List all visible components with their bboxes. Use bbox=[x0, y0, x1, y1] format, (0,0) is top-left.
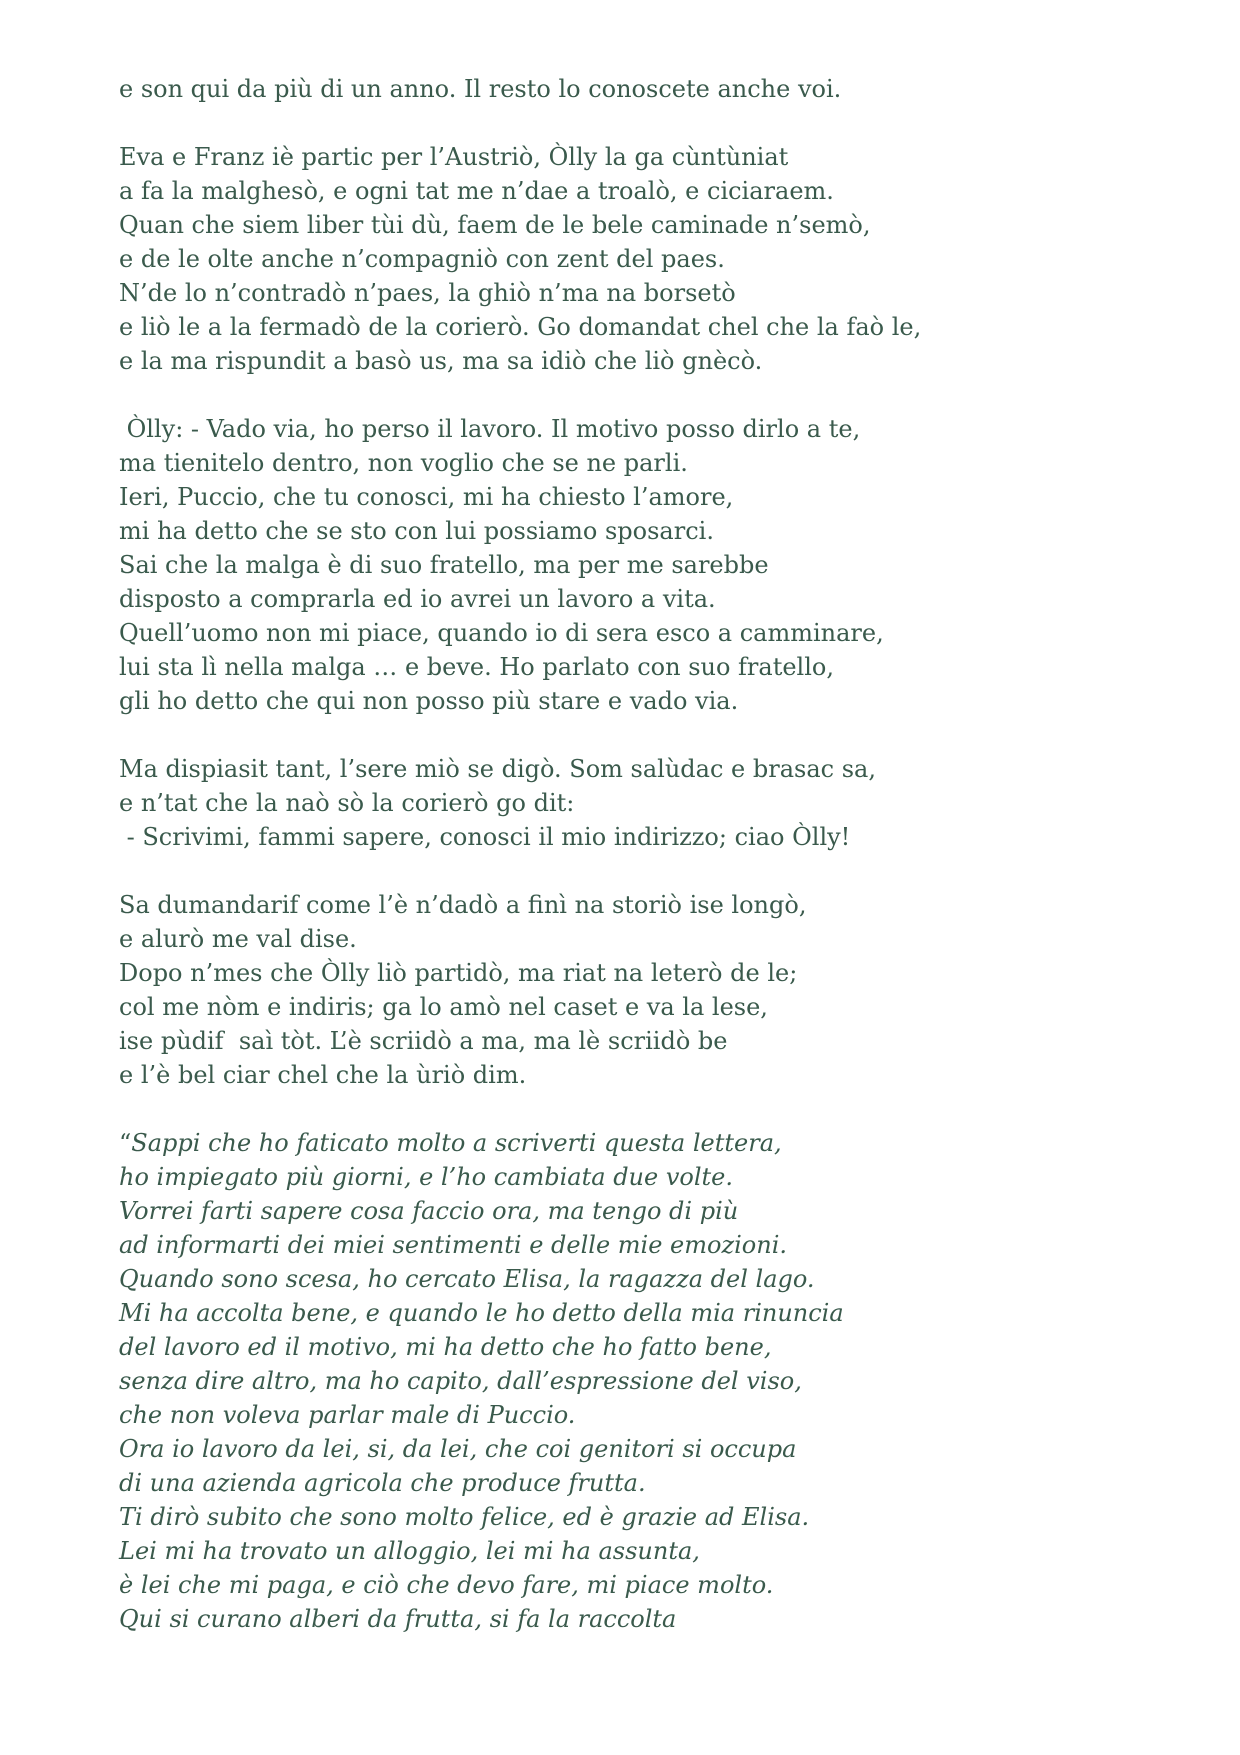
letter-quote bbox=[119, 1126, 1199, 1636]
text-line: Sa dumandarif come l’è n’dadò a finì na storiò ise longò, bbox=[119, 891, 807, 919]
stanza-3-dialogue bbox=[119, 412, 1199, 718]
letter-first-line bbox=[119, 1126, 1199, 1160]
letter-line: Vorrei farti sapere cosa faccio ora, ma tengo di più bbox=[119, 1197, 739, 1225]
text-line: lui sta lì nella malga … e beve. Ho parlato con suo fratello, bbox=[119, 653, 834, 681]
stanza-2 bbox=[119, 140, 1199, 378]
letter-line: ho impiegato più giorni, e l’ho cambiata due volte. bbox=[119, 1163, 734, 1191]
text-line: e n’tat che la naò sò la corierò go dit: bbox=[119, 789, 575, 817]
text-line: Òlly: - Vado via, ho perso il lavoro. Il motivo posso dirlo a te, bbox=[119, 415, 861, 443]
letter-line: del lavoro ed il motivo, mi ha detto che ho fatto bene, bbox=[119, 1333, 772, 1361]
text-line: ise pùdif saì tòt. L’è scriidò a ma, ma lè scriidò be bbox=[119, 1027, 728, 1055]
text-line: N’de lo n’contradò n’paes, la ghiò n’ma na borsetò bbox=[119, 279, 736, 307]
text-line: e l’è bel ciar chel che la ùriò dim. bbox=[119, 1061, 527, 1089]
stanza-4 bbox=[119, 752, 1199, 854]
text-line: e liò le a la fermadò de la corierò. Go domandat chel che la faò le, bbox=[119, 313, 922, 341]
text-line: e la ma rispundit a basò us, ma sa idiò che liò gnècò. bbox=[119, 347, 763, 375]
letter-line: ad informarti dei miei sentimenti e delle mie emozioni. bbox=[119, 1231, 787, 1259]
stanza-5 bbox=[119, 888, 1199, 1092]
document-body bbox=[119, 72, 1199, 1670]
letter-line: che non voleva parlar male di Puccio. bbox=[119, 1401, 576, 1429]
text-line: ma tienitelo dentro, non voglio che se ne parli. bbox=[119, 449, 688, 477]
text-line: a fa la malghesò, e ogni tat me n’dae a troalò, e ciciaraem. bbox=[119, 177, 834, 205]
text-line: e son qui da più di un anno. Il resto lo conoscete anche voi. bbox=[119, 75, 842, 103]
letter-line: Mi ha accolta bene, e quando le ho detto della mia rinuncia bbox=[119, 1299, 844, 1327]
text-line: col me nòm e indiris; ga lo amò nel caset e va la lese, bbox=[119, 993, 768, 1021]
opening-quote-mark: “ bbox=[119, 1129, 132, 1157]
letter-line: Ti dirò subito che sono molto felice, ed è grazie ad Elisa. bbox=[119, 1503, 810, 1531]
stanza-1 bbox=[119, 72, 1199, 106]
text-line: e alurò me val dise. bbox=[119, 925, 357, 953]
letter-line-text: Sappi che ho faticato molto a scriverti questa lettera, bbox=[131, 1129, 782, 1157]
text-line: Ma dispiasit tant, l’sere miò se digò. Som salùdac e brasac sa, bbox=[119, 755, 876, 783]
text-line: disposto a comprarla ed io avrei un lavoro a vita. bbox=[119, 585, 716, 613]
text-line: Quan che siem liber tùi dù, faem de le bele caminade n’semò, bbox=[119, 211, 871, 239]
text-line: Ieri, Puccio, che tu conosci, mi ha chiesto l’amore, bbox=[119, 483, 734, 511]
text-line: e de le olte anche n’compagniò con zent del paes. bbox=[119, 245, 725, 273]
letter-line: è lei che mi paga, e ciò che devo fare, mi piace molto. bbox=[119, 1571, 774, 1599]
letter-line: Ora io lavoro da lei, si, da lei, che coi genitori si occupa bbox=[119, 1435, 797, 1463]
text-line: - Scrivimi, fammi sapere, conosci il mio indirizzo; ciao Òlly! bbox=[119, 823, 851, 851]
letter-line: Lei mi ha trovato un alloggio, lei mi ha assunta, bbox=[119, 1537, 700, 1565]
letter-line: Quando sono scesa, ho cercato Elisa, la ragazza del lago. bbox=[119, 1265, 815, 1293]
text-line: gli ho detto che qui non posso più stare e vado via. bbox=[119, 687, 739, 715]
letter-line: senza dire altro, ma ho capito, dall’espressione del viso, bbox=[119, 1367, 802, 1395]
text-line: mi ha detto che se sto con lui possiamo sposarci. bbox=[119, 517, 714, 545]
text-line: Sai che la malga è di suo fratello, ma per me sarebbe bbox=[119, 551, 769, 579]
letter-line: di una azienda agricola che produce frutta. bbox=[119, 1469, 646, 1497]
text-line: Quell’uomo non mi piace, quando io di sera esco a camminare, bbox=[119, 619, 884, 647]
text-line: Eva e Franz iè partic per l’Austriò, Òlly la ga cùntùniat bbox=[119, 143, 789, 171]
text-line: Dopo n’mes che Òlly liò partidò, ma riat na leterò de le; bbox=[119, 959, 798, 987]
letter-line: Qui si curano alberi da frutta, si fa la raccolta bbox=[119, 1605, 677, 1633]
